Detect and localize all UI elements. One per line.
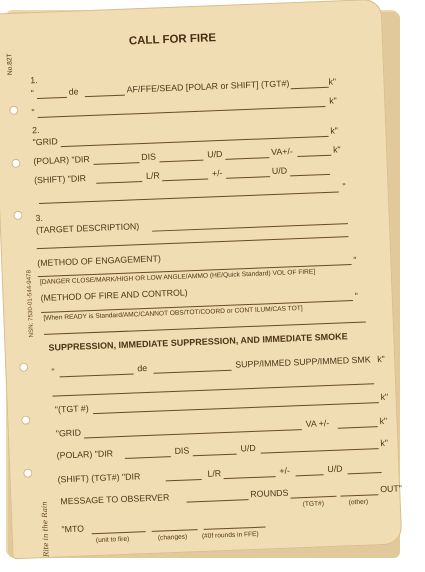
supp-fdc-line [154, 370, 232, 374]
binder-hole [21, 416, 30, 425]
s1-line2 [38, 106, 326, 118]
fdc-callsign-line [85, 95, 125, 98]
mto-unit-caption: (unit to fire) [95, 535, 130, 545]
nsn-number: NSN: 7530-01-544-9478 [25, 269, 36, 338]
supp-tgt-label: "(TGT #) [54, 403, 89, 415]
mto-rounds-caption: (#0f rounds in FFE) [201, 530, 259, 540]
supp-polar-label: (POLAR) "DIR [56, 448, 114, 461]
supp-polar-ud-label: U/D [240, 442, 256, 454]
supp-grid-line [84, 429, 302, 438]
method-engagement-note: [DANGER CLOSE/MARK/HIGH OR LOW ANGLE/AMMO (HE/Quick Standard) VOL OF FIRE] [39, 268, 316, 287]
supp-shift-lr-label: L/R [207, 468, 222, 479]
polar-dir-line [94, 162, 140, 165]
supp-va-line [338, 426, 378, 429]
binder-hole [9, 106, 18, 115]
target-description-label: (TARGET DESCRIPTION) [35, 221, 140, 236]
supp-mission-line [52, 383, 374, 396]
shift-end-quote: " [342, 181, 346, 192]
s1-de-label: de [68, 86, 79, 97]
supp-shift-lr-line [224, 476, 276, 479]
mto-rounds-line [204, 527, 266, 530]
binder-hole [19, 363, 28, 372]
shift-lr-line [162, 178, 208, 181]
s1-mission-label: AF/FFE/SEAD [POLAR or SHIFT] (TGT#) [126, 78, 290, 95]
shift-dir-line [96, 181, 142, 184]
supp-tgt-k: k" [380, 391, 389, 403]
mto-tgt-line [290, 496, 336, 499]
supp-grid-k: k" [379, 415, 388, 427]
s1-k-label: k" [328, 76, 337, 87]
binder-hole [13, 211, 22, 220]
section-3-number: 3. [35, 212, 44, 224]
s1-line2-quote: " [31, 107, 35, 118]
supp-shift-ud-line [348, 472, 382, 474]
shift-line2 [39, 191, 339, 204]
message-to-observer-heading: MESSAGE TO OBSERVER [60, 492, 170, 507]
mto-rounds-label: ROUNDS [250, 487, 289, 500]
s1-tgt-line [291, 87, 329, 89]
form-code: No.82T [6, 53, 15, 76]
method-fire-control-label: (METHOD OF FIRE AND CONTROL) [40, 287, 188, 304]
mto-label: "MTO [61, 523, 85, 535]
supp-mission-label: SUPP/IMMED SUPP/IMMED SMK [235, 354, 371, 370]
supp-tgt-line [93, 402, 379, 414]
mto-other-caption: (other) [348, 498, 369, 507]
binder-hole [23, 468, 32, 477]
supp-observer-line [60, 374, 134, 378]
supp-va-label: VA +/- [305, 418, 330, 429]
shift-pm-line [226, 176, 270, 179]
supp-grid-label: "GRID [55, 427, 82, 439]
supp-quote: " [51, 366, 55, 377]
suppression-heading: SUPPRESSION, IMMEDIATE SUPPRESSION, AND IMMEDIATE SMOKE [48, 331, 348, 353]
supp-shift-dir-line [166, 479, 202, 481]
section-2-number: 2. [31, 124, 40, 136]
polar-va-label: VA+/- [270, 146, 293, 158]
mto-line-1 [187, 499, 249, 502]
polar-k: k" [332, 144, 341, 155]
supp-shift-ud-label: U/D [327, 463, 343, 475]
page-title: CALL FOR FIRE [128, 32, 217, 48]
supp-polar-dis-line [193, 454, 237, 457]
supp-de-label: de [137, 362, 148, 374]
mto-tgt-caption: (TGT#) [302, 500, 325, 509]
polar-dis-line [159, 160, 203, 163]
supp-shift-pm-line [296, 474, 324, 476]
target-description-line [152, 223, 348, 232]
mto-other-line [340, 494, 378, 496]
section-1-number: 1. [30, 74, 38, 86]
grid-k: k" [330, 125, 339, 136]
supp-polar-k: k" [380, 437, 389, 449]
control-quote: " [354, 290, 359, 301]
shift-ud-label: U/D [271, 165, 288, 177]
supp-polar-ud-line [261, 448, 379, 454]
grid-label: "GRID [32, 136, 58, 148]
s1-line2-k: k" [329, 95, 337, 106]
mto-changes-line [152, 529, 198, 532]
polar-label: (POLAR) "DIR [33, 154, 90, 167]
shift-ud-line [290, 174, 330, 177]
brand-logo: Rite in the Rain [40, 501, 51, 558]
mto-unit-line [92, 531, 146, 534]
mto-changes-caption: (changes) [157, 533, 188, 542]
method-quote: " [353, 254, 357, 265]
shift-pm-label: +/- [211, 167, 223, 179]
supp-polar-dir-line [125, 456, 171, 459]
polar-dis-label: DIS [141, 151, 157, 163]
supp-polar-dis-label: DIS [174, 445, 190, 456]
shift-label: (SHIFT) "DIR [33, 173, 87, 186]
target-description-line-2 [37, 236, 349, 249]
mto-out-label: OUT" [380, 483, 403, 495]
supp-shift-pm-label: +/- [279, 465, 291, 476]
polar-va-line [297, 155, 331, 157]
method-fire-control-note: [When READY is Standard/AMC/CANNOT OBS/TOT/COORD or CONT ILUM/CAS TOT] [43, 304, 303, 322]
polar-ud-line [225, 157, 269, 160]
method-engagement-label: (METHOD OF ENGAGEMENT) [37, 253, 162, 269]
s1-quote: " [30, 88, 35, 99]
observer-callsign-line [37, 97, 67, 99]
supp-shift-label: (SHIFT) (TGT#) "DIR [57, 471, 141, 485]
polar-ud-label: U/D [207, 148, 223, 160]
supp-k: k" [377, 353, 385, 365]
shift-lr-label: L/R [145, 170, 160, 181]
binder-hole [11, 159, 20, 168]
